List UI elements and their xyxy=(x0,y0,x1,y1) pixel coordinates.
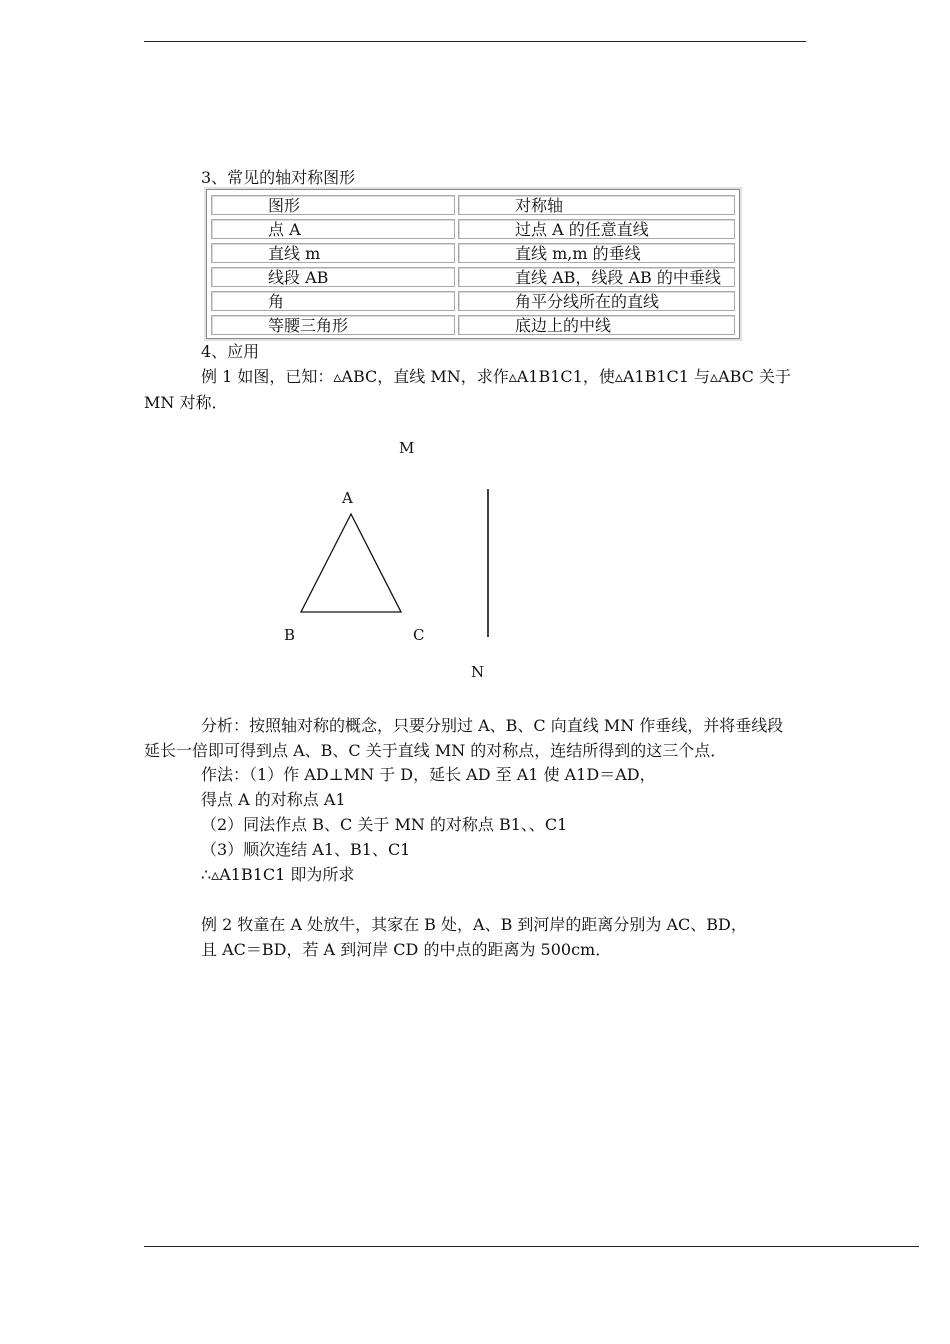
label-c: C xyxy=(413,626,425,644)
table-cell-shape: 线段 AB xyxy=(211,267,455,287)
analysis-line1: 分析：按照轴对称的概念，只要分别过 A、B、C 向直线 MN 作垂线，并将垂线段 xyxy=(201,716,784,735)
analysis-line2: 延长一倍即可得到点 A、B、C 关于直线 MN 的对称点，连结所得到的这三个点． xyxy=(144,741,727,760)
conclusion: ∴▵A1B1C1 即为所求 xyxy=(201,865,355,884)
table-cell-shape: 点 A xyxy=(211,219,455,239)
example2-line2: 且 AC＝BD，若 A 到河岸 CD 的中点的距离为 500cm． xyxy=(201,940,612,959)
section4-heading: 4、应用 xyxy=(201,342,260,361)
table-cell-axis: 角平分线所在的直线 xyxy=(458,291,735,311)
label-a: A xyxy=(342,489,353,507)
label-n: N xyxy=(471,663,485,681)
section3-heading: 3、常见的轴对称图形 xyxy=(201,168,356,187)
table-header-axis: 对称轴 xyxy=(458,195,735,215)
footer-rule xyxy=(144,1246,919,1247)
table-cell-axis: 过点 A 的任意直线 xyxy=(458,219,735,239)
label-m: M xyxy=(399,439,415,457)
example2-line1: 例 2 牧童在 A 处放牛，其家在 B 处，A、B 到河岸的距离分别为 AC、BD， xyxy=(201,915,747,934)
table-header-shape: 图形 xyxy=(211,195,455,215)
table-cell-axis: 底边上的中线 xyxy=(458,315,735,335)
table-cell-shape: 角 xyxy=(211,291,455,311)
method-step2: （2）同法作点 B、C 关于 MN 的对称点 B1、、C1 xyxy=(201,815,568,834)
method-step1: 作法：（1）作 AD⊥MN 于 D，延长 AD 至 A1 使 A1D＝AD， xyxy=(201,765,656,784)
table-cell-axis: 直线 AB，线段 AB 的中垂线 xyxy=(458,267,735,287)
method-step1-result: 得点 A 的对称点 A1 xyxy=(201,790,346,809)
label-b: B xyxy=(284,626,296,644)
triangle-abc xyxy=(301,514,401,612)
table-cell-shape: 等腰三角形 xyxy=(211,315,455,335)
table-cell-axis: 直线 m,m 的垂线 xyxy=(458,243,735,263)
method-step3: （3）顺次连结 A1、B1、C1 xyxy=(201,840,411,859)
example1-text-line2: MN 对称． xyxy=(144,393,228,412)
example1-text-line1: 例 1 如图，已知：▵ABC，直线 MN，求作▵A1B1C1，使▵A1B1C1 与▵ABC 关于 xyxy=(201,367,792,386)
table-cell-shape: 直线 m xyxy=(211,243,455,263)
